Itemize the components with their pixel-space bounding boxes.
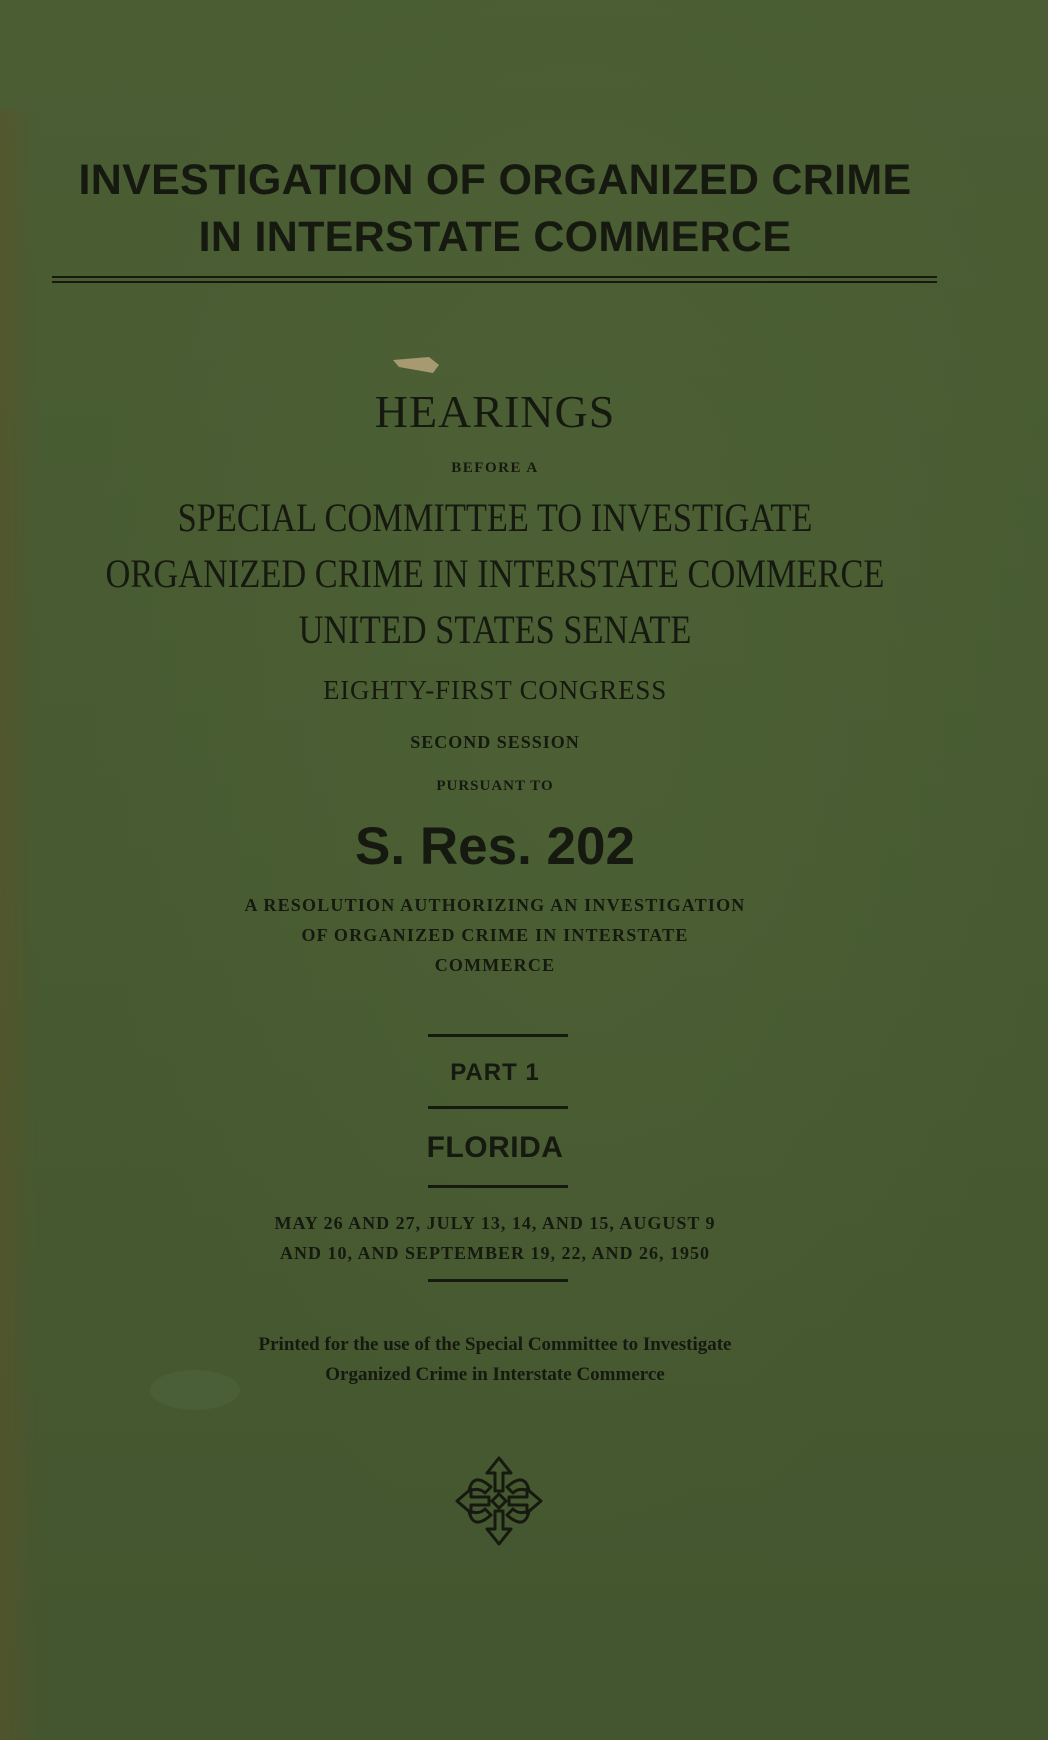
hearing-dates-line-1: MAY 26 AND 27, JULY 13, 14, AND 15, AUGUST 9: [274, 1213, 716, 1233]
divider-rule: [428, 1034, 568, 1037]
committee-name: [69, 490, 920, 658]
resolution-description-line-1: A RESOLUTION AUTHORIZING AN INVESTIGATION: [244, 895, 746, 915]
title-line-1: INVESTIGATION OF ORGANIZED CRIME: [78, 156, 912, 204]
hearing-dates: [0, 1208, 990, 1268]
hearings-heading: HEARINGS: [374, 386, 616, 437]
hearing-dates-line-2: AND 10, AND SEPTEMBER 19, 22, AND 26, 1950: [279, 1243, 711, 1263]
printed-for-line-1: Printed for the use of the Special Committee to Investigate: [258, 1334, 732, 1355]
resolution-description: [0, 890, 990, 980]
divider-rule: [428, 1279, 568, 1282]
ornament-icon: [455, 1455, 543, 1547]
before-a-label: BEFORE A: [451, 460, 539, 476]
divider-rule: [428, 1185, 568, 1188]
document-title: [0, 152, 990, 266]
session-label: SECOND SESSION: [410, 732, 580, 752]
committee-line-2: ORGANIZED CRIME IN INTERSTATE COMMERCE: [105, 551, 885, 596]
resolution-description-line-3: COMMERCE: [434, 955, 556, 975]
part-label: PART 1: [450, 1059, 540, 1086]
printed-for-line-2: Organized Crime in Interstate Commerce: [325, 1364, 665, 1385]
congress-label: EIGHTY-FIRST CONGRESS: [322, 675, 668, 705]
resolution-description-line-2: OF ORGANIZED CRIME IN INTERSTATE: [301, 925, 689, 945]
printed-for-note: [0, 1330, 990, 1390]
divider-rule: [428, 1106, 568, 1109]
pursuant-label: PURSUANT TO: [436, 778, 554, 794]
committee-line-1: SPECIAL COMMITTEE TO INVESTIGATE: [177, 495, 813, 540]
title-line-2: IN INTERSTATE COMMERCE: [198, 213, 792, 261]
committee-line-3: UNITED STATES SENATE: [298, 607, 692, 652]
title-double-rule: [52, 276, 937, 283]
paper-tear-mark: [393, 357, 439, 373]
state-label: FLORIDA: [426, 1131, 564, 1164]
resolution-number: S. Res. 202: [355, 817, 635, 876]
